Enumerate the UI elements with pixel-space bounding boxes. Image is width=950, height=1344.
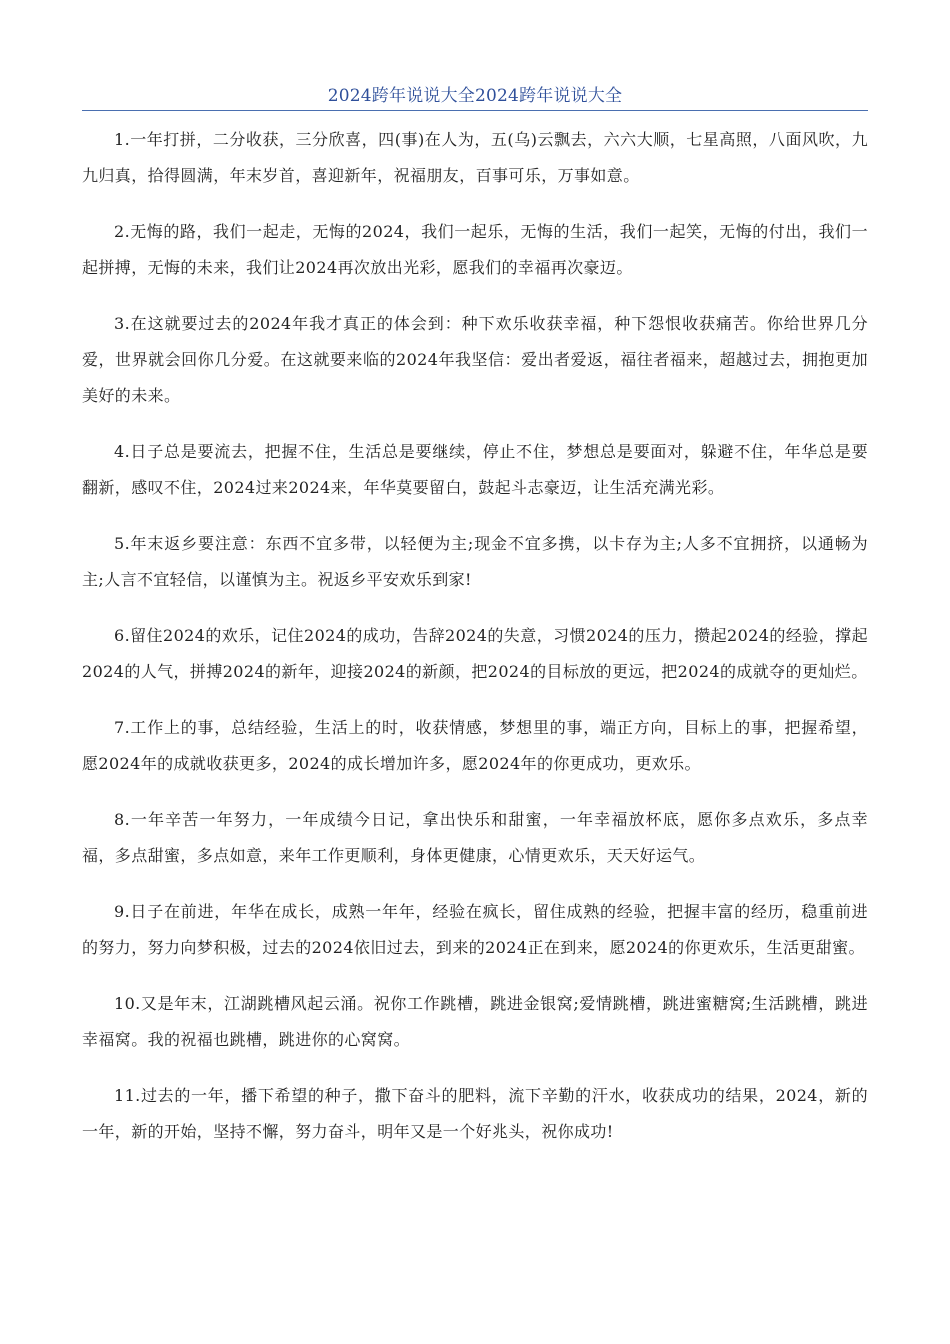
paragraph-8: 8.一年辛苦一年努力，一年成绩今日记，拿出快乐和甜蜜，一年幸福放杯底，愿你多点欢乐，多点幸福，多点甜蜜，多点如意，来年工作更顺利，身体更健康，心情更欢乐，天天好运气。: [82, 810, 868, 865]
paragraph-3: 3.在这就要过去的2024年我才真正的体会到：种下欢乐收获幸福，种下怨恨收获痛苦。你给世界几分爱，世界就会回你几分爱。在这就要来临的2024年我坚信：爱出者爱返，福往者福来，超越过去，拥抱更加美好的未来。: [82, 314, 868, 405]
paragraph-10: 10.又是年末，江湖跳槽风起云涌。祝你工作跳槽，跳进金银窝;爱情跳槽，跳进蜜糖窝;生活跳槽，跳进幸福窝。我的祝福也跳槽，跳进你的心窝窝。: [82, 994, 868, 1049]
paragraph-6: 6.留住2024的欢乐，记住2024的成功，告辞2024的失意，习惯2024的压力，攒起2024的经验，撑起2024的人气，拼搏2024的新年，迎接2024的新颜，把2024的目标放的更远，把2024的成就夺的更灿烂。: [82, 626, 868, 681]
document-header: [82, 84, 868, 111]
paragraph-5: 5.年末返乡要注意：东西不宜多带，以轻便为主;现金不宜多携，以卡存为主;人多不宜拥挤，以通畅为主;人言不宜轻信，以谨慎为主。祝返乡平安欢乐到家!: [82, 534, 868, 589]
document-title: 2024跨年说说大全2024跨年说说大全: [327, 86, 623, 106]
document-body: [82, 122, 868, 1170]
paragraph-7: 7.工作上的事，总结经验，生活上的时，收获情感，梦想里的事，端正方向，目标上的事，把握希望，愿2024年的成就收获更多，2024的成长增加许多，愿2024年的你更成功，更欢乐。: [82, 718, 868, 773]
paragraph-11: 11.过去的一年，播下希望的种子，撒下奋斗的肥料，流下辛勤的汗水，收获成功的结果，2024，新的一年，新的开始，坚持不懈，努力奋斗，明年又是一个好兆头，祝你成功!: [82, 1086, 868, 1141]
paragraph-1: 1.一年打拼，二分收获，三分欣喜，四(事)在人为，五(乌)云飘去，六六大顺，七星高照，八面风吹，九九归真，拾得圆满，年末岁首，喜迎新年，祝福朋友，百事可乐，万事如意。: [82, 130, 868, 185]
paragraph-4: 4.日子总是要流去，把握不住，生活总是要继续，停止不住，梦想总是要面对，躲避不住，年华总是要翻新，感叹不住，2024过来2024来，年华莫要留白，鼓起斗志豪迈，让生活充满光彩。: [82, 442, 868, 497]
paragraph-9: 9.日子在前进，年华在成长，成熟一年年，经验在疯长，留住成熟的经验，把握丰富的经历，稳重前进的努力，努力向梦积极，过去的2024依旧过去，到来的2024正在到来，愿2024的你更欢乐，生活更甜蜜。: [82, 902, 868, 957]
paragraph-2: 2.无悔的路，我们一起走，无悔的2024，我们一起乐，无悔的生活，我们一起笑，无悔的付出，我们一起拼搏，无悔的未来，我们让2024再次放出光彩，愿我们的幸福再次豪迈。: [82, 222, 868, 277]
